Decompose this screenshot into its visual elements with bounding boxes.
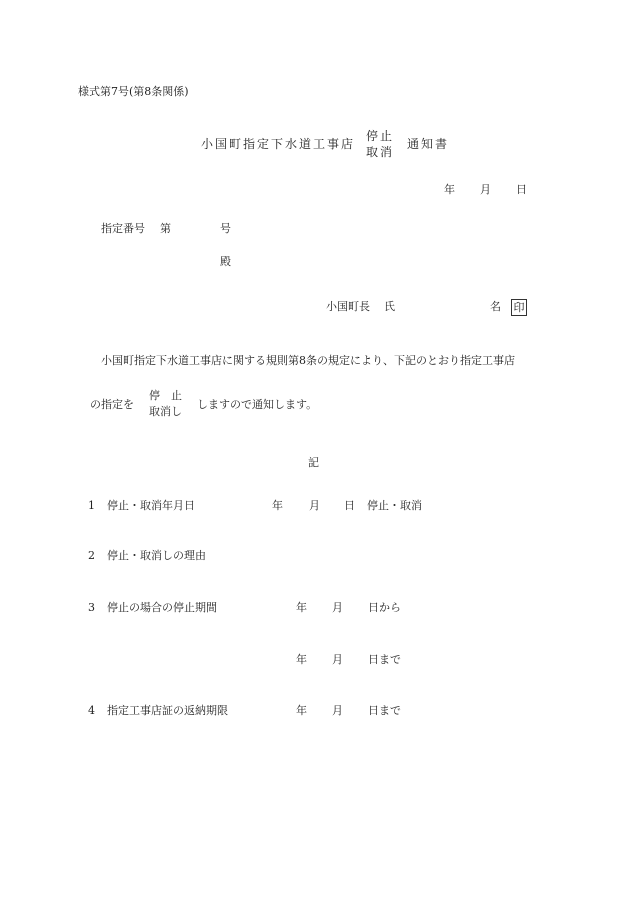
issuer-shi: 氏	[384, 300, 395, 313]
body-option-cancel: 取消し	[149, 405, 182, 418]
designation-dai: 第	[160, 222, 171, 235]
title-option-stop: 停止	[366, 129, 395, 143]
ki-heading: 記	[308, 456, 319, 469]
title-options	[366, 130, 394, 158]
date-day: 日	[516, 183, 527, 196]
date-year: 年	[444, 183, 455, 196]
form-number-label: 様式第7号(第8条関係)	[78, 85, 189, 98]
item-3-from-year: 年	[296, 601, 307, 614]
title-prefix: 小国町指定下水道工事店	[201, 137, 356, 151]
item-1-year: 年	[272, 499, 283, 512]
item-1-label: 停止・取消年月日	[107, 499, 195, 512]
issuer-mei: 名	[490, 300, 501, 313]
item-3-to-month: 月	[332, 653, 343, 666]
item-1-day: 日	[344, 499, 355, 512]
designation-label: 指定番号	[101, 222, 145, 235]
item-3-label: 停止の場合の停止期間	[107, 601, 217, 614]
item-4-number: 4	[88, 704, 95, 717]
body-line-2-suffix: しますので通知します。	[197, 398, 318, 411]
item-2-label: 停止・取消しの理由	[107, 549, 206, 562]
item-4-year: 年	[296, 704, 307, 717]
item-4-label: 指定工事店証の返納期限	[107, 704, 228, 717]
item-3-from-day: 日から	[368, 601, 401, 614]
date-month: 月	[480, 183, 491, 196]
body-line-1: 小国町指定下水道工事店に関する規則第8条の規定により、下記のとおり指定工事店	[101, 354, 515, 367]
item-3-number: 3	[88, 601, 95, 614]
body-option-stop: 停 止	[149, 389, 182, 402]
item-4-month: 月	[332, 704, 343, 717]
item-1-month: 月	[309, 499, 320, 512]
designation-go: 号	[220, 222, 231, 235]
addressee-suffix: 殿	[220, 255, 231, 268]
item-1-choice: 停止・取消	[367, 499, 422, 512]
title-suffix: 通知書	[407, 137, 450, 151]
issuer-title: 小国町長	[326, 300, 370, 313]
seal-mark: 印	[511, 299, 527, 316]
item-3-from-month: 月	[332, 601, 343, 614]
item-3-to-day: 日まで	[368, 653, 401, 666]
item-3-to-year: 年	[296, 653, 307, 666]
body-line-2-prefix: の指定を	[90, 398, 134, 411]
item-1-number: 1	[88, 499, 95, 512]
item-2-number: 2	[88, 549, 95, 562]
title-option-cancel: 取消	[366, 145, 395, 159]
body-options	[149, 390, 182, 417]
item-4-day: 日まで	[368, 704, 401, 717]
